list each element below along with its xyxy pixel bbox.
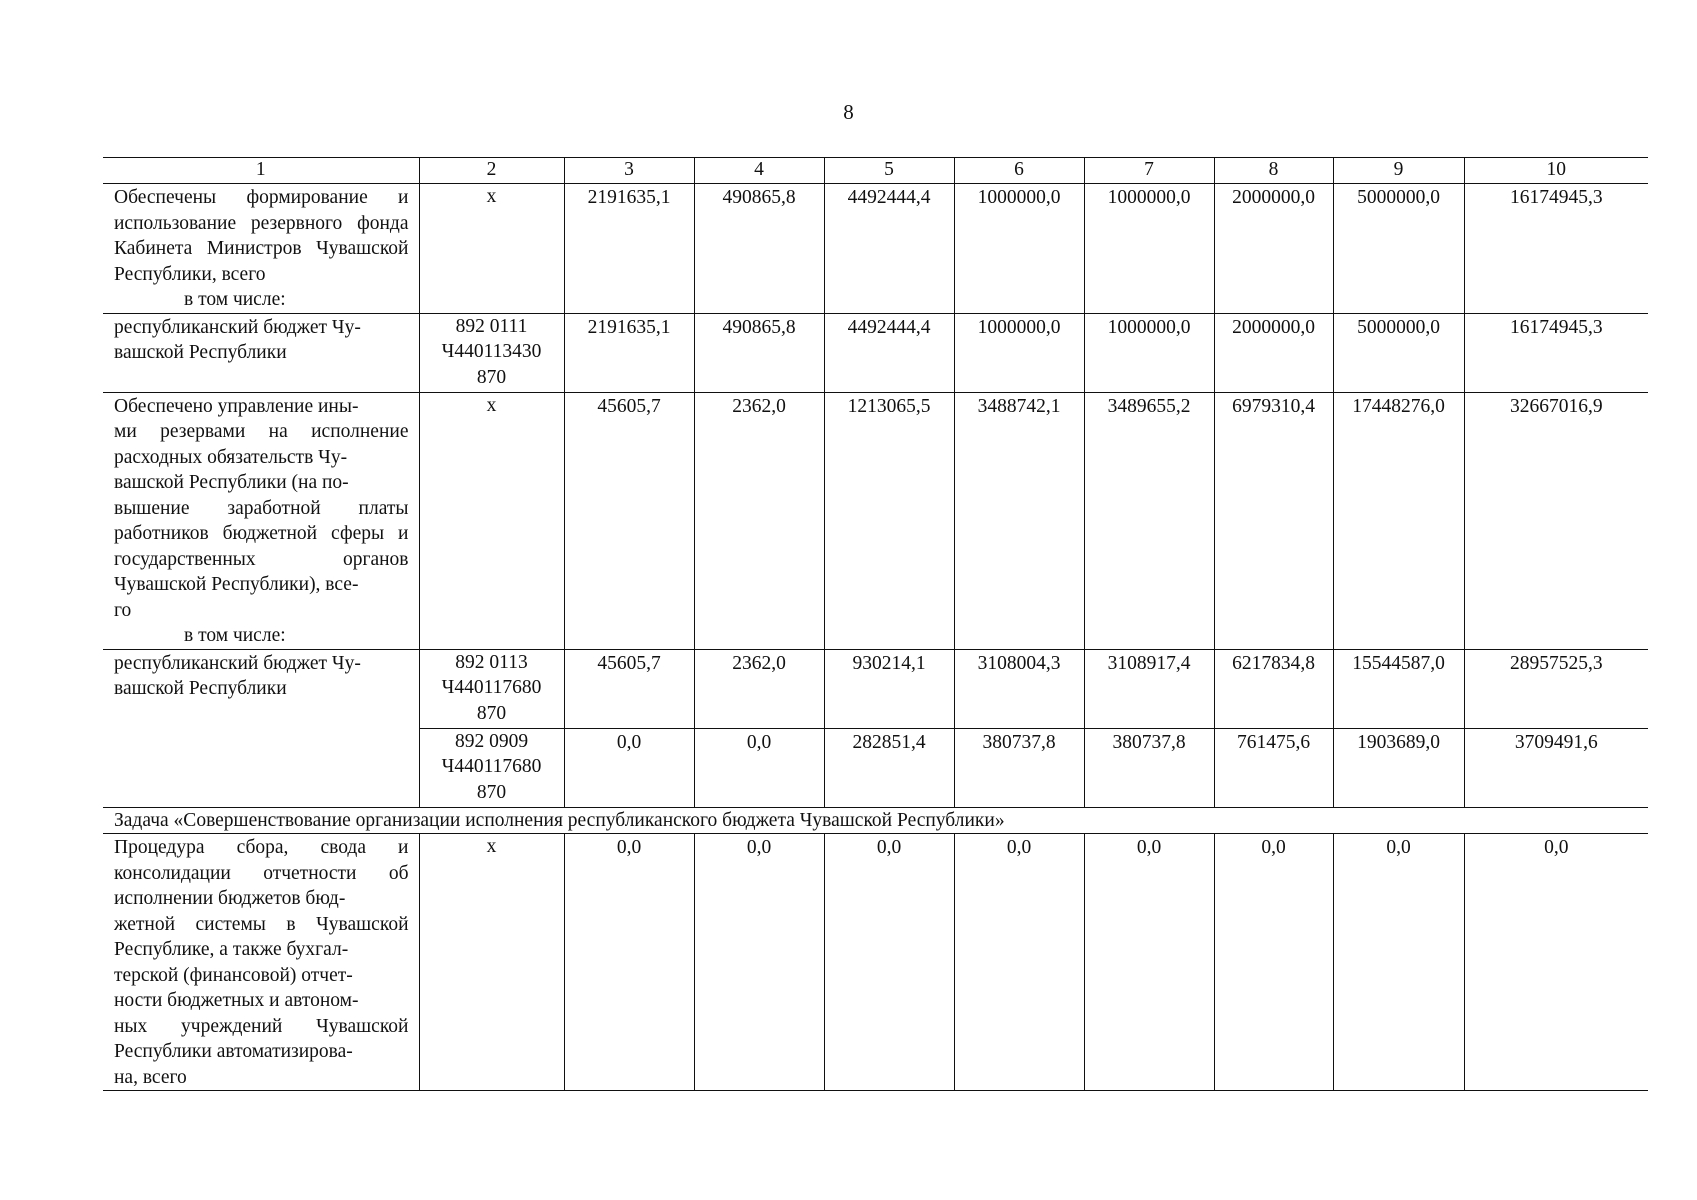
description-text: Обеспечены формирование и использование резервного фонда Кабинета Министров Чувашской Республики, всего bbox=[114, 187, 409, 285]
value-cell: 3488742,1 bbox=[954, 392, 1084, 649]
value-cell: 3489655,2 bbox=[1084, 392, 1214, 649]
value-cell: 1000000,0 bbox=[954, 313, 1084, 392]
value-cell: 0,0 bbox=[824, 834, 954, 1091]
value-cell: 0,0 bbox=[1084, 834, 1214, 1091]
value-cell: 2362,0 bbox=[694, 649, 824, 728]
value-cell: 0,0 bbox=[694, 834, 824, 1091]
value-cell: 0,0 bbox=[1464, 834, 1648, 1091]
table-row bbox=[103, 392, 1648, 649]
value-cell: 2000000,0 bbox=[1214, 313, 1333, 392]
value-cell: 3709491,6 bbox=[1464, 728, 1648, 807]
budget-code: х bbox=[419, 184, 564, 314]
column-header: 3 bbox=[564, 158, 694, 184]
value-cell: 2362,0 bbox=[694, 392, 824, 649]
value-cell: 6217834,8 bbox=[1214, 649, 1333, 728]
table-row bbox=[103, 184, 1648, 314]
column-header: 4 bbox=[694, 158, 824, 184]
value-cell: 0,0 bbox=[564, 834, 694, 1091]
value-cell: 5000000,0 bbox=[1333, 313, 1464, 392]
value-cell: 0,0 bbox=[1333, 834, 1464, 1091]
value-cell: 1000000,0 bbox=[954, 184, 1084, 314]
row-description: республиканский бюджет Чу- вашской Республики bbox=[103, 649, 419, 807]
description-text: Обеспечено управление ины- ми резервами на исполнение расходных обязательств Чу- вашской Республики (на по- вышение заработной платы работников бюджетной сферы и государственных органов Чувашской Республики), все- го bbox=[114, 395, 409, 621]
row-description: республиканский бюджет Чу- вашской Республики bbox=[103, 313, 419, 392]
value-cell: 2000000,0 bbox=[1214, 184, 1333, 314]
value-cell: 4492444,4 bbox=[824, 313, 954, 392]
row-description bbox=[103, 392, 419, 649]
value-cell: 761475,6 bbox=[1214, 728, 1333, 807]
task-row bbox=[103, 807, 1648, 834]
task-title: Задача «Совершенствование организации исполнения республиканского бюджета Чувашской Республики» bbox=[103, 807, 1648, 834]
column-header: 7 bbox=[1084, 158, 1214, 184]
value-cell: 0,0 bbox=[694, 728, 824, 807]
table-row bbox=[103, 313, 1648, 392]
value-cell: 2191635,1 bbox=[564, 313, 694, 392]
value-cell: 1000000,0 bbox=[1084, 313, 1214, 392]
budget-table bbox=[103, 157, 1648, 1091]
value-cell: 380737,8 bbox=[954, 728, 1084, 807]
value-cell: 0,0 bbox=[954, 834, 1084, 1091]
value-cell: 3108917,4 bbox=[1084, 649, 1214, 728]
value-cell: 28957525,3 bbox=[1464, 649, 1648, 728]
value-cell: 1903689,0 bbox=[1333, 728, 1464, 807]
column-header: 8 bbox=[1214, 158, 1333, 184]
table-row bbox=[103, 649, 1648, 728]
value-cell: 282851,4 bbox=[824, 728, 954, 807]
page-number: 8 bbox=[843, 100, 854, 124]
value-cell: 1213065,5 bbox=[824, 392, 954, 649]
column-header: 2 bbox=[419, 158, 564, 184]
value-cell: 5000000,0 bbox=[1333, 184, 1464, 314]
budget-code: 892 0111 Ч440113430 870 bbox=[419, 313, 564, 392]
value-cell: 45605,7 bbox=[564, 392, 694, 649]
table-header-row bbox=[103, 158, 1648, 184]
row-subtitle: в том числе: bbox=[184, 289, 286, 310]
budget-code: 892 0909 Ч440117680 870 bbox=[419, 728, 564, 807]
value-cell: 0,0 bbox=[564, 728, 694, 807]
budget-code: 892 0113 Ч440117680 870 bbox=[419, 649, 564, 728]
budget-code: х bbox=[419, 392, 564, 649]
value-cell: 4492444,4 bbox=[824, 184, 954, 314]
column-header: 1 bbox=[103, 158, 419, 184]
value-cell: 490865,8 bbox=[694, 184, 824, 314]
value-cell: 380737,8 bbox=[1084, 728, 1214, 807]
value-cell: 16174945,3 bbox=[1464, 313, 1648, 392]
value-cell: 17448276,0 bbox=[1333, 392, 1464, 649]
value-cell: 45605,7 bbox=[564, 649, 694, 728]
column-header: 9 bbox=[1333, 158, 1464, 184]
value-cell: 15544587,0 bbox=[1333, 649, 1464, 728]
value-cell: 32667016,9 bbox=[1464, 392, 1648, 649]
budget-code: х bbox=[419, 834, 564, 1091]
value-cell: 930214,1 bbox=[824, 649, 954, 728]
value-cell: 6979310,4 bbox=[1214, 392, 1333, 649]
value-cell: 2191635,1 bbox=[564, 184, 694, 314]
value-cell: 3108004,3 bbox=[954, 649, 1084, 728]
value-cell: 490865,8 bbox=[694, 313, 824, 392]
column-header: 6 bbox=[954, 158, 1084, 184]
column-header: 10 bbox=[1464, 158, 1648, 184]
value-cell: 0,0 bbox=[1214, 834, 1333, 1091]
value-cell: 1000000,0 bbox=[1084, 184, 1214, 314]
table-row bbox=[103, 834, 1648, 1091]
row-description bbox=[103, 184, 419, 314]
row-subtitle: в том числе: bbox=[184, 625, 286, 646]
row-description: Процедура сбора, свода и консолидации отчетности об исполнении бюджетов бюд- жетной системы в Чувашской Республике, а также бухгал- терской (финансовой) отчет- ности бюджетных и автоном- ных учреждений Чувашской Республики автоматизирова- на, всего bbox=[103, 834, 419, 1091]
value-cell: 16174945,3 bbox=[1464, 184, 1648, 314]
column-header: 5 bbox=[824, 158, 954, 184]
